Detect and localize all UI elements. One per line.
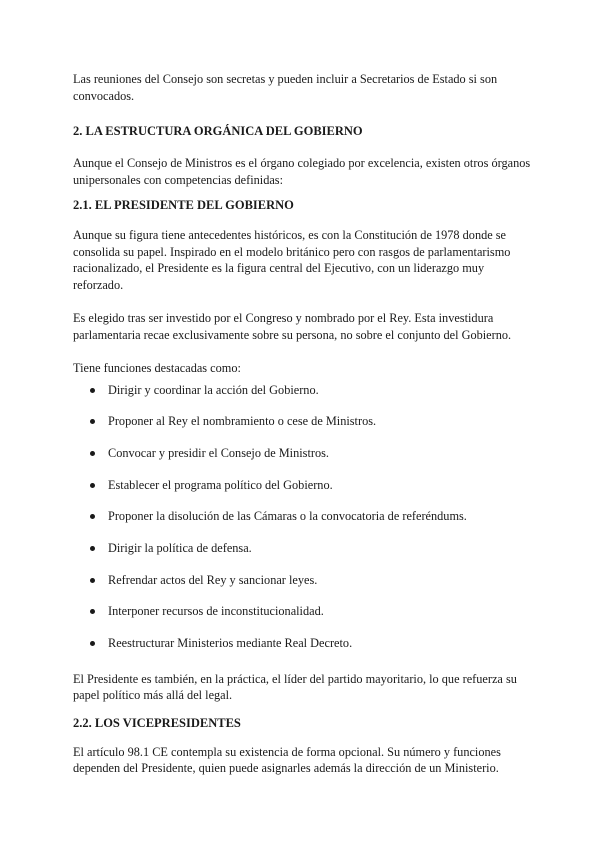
list-item — [73, 413, 533, 430]
president-functions-list — [73, 382, 533, 652]
section-2-1-heading: 2.1. EL PRESIDENTE DEL GOBIERNO — [73, 198, 294, 212]
bullet-icon — [90, 451, 95, 456]
bullet-icon — [90, 388, 95, 393]
section-2-2-heading: 2.2. LOS VICEPRESIDENTES — [73, 715, 241, 730]
list-item-text: Dirigir y coordinar la acción del Gobierno. — [108, 382, 319, 397]
bullet-icon — [90, 419, 95, 424]
document-page — [73, 71, 533, 777]
list-item — [73, 603, 533, 620]
list-item-text: Dirigir la política de defensa. — [108, 540, 252, 555]
list-item — [73, 477, 533, 494]
bullet-icon — [90, 578, 95, 583]
list-item — [73, 540, 533, 557]
bullet-icon — [90, 514, 95, 519]
bullet-icon — [90, 483, 95, 488]
list-item-text: Refrendar actos del Rey y sancionar leyes. — [108, 572, 318, 587]
list-item-text: Proponer la disolución de las Cámaras o la convocatoria de referéndums. — [108, 509, 467, 524]
vicepresidents-paragraph: El artículo 98.1 CE contempla su existencia de forma opcional. Su número y funciones dependen del Presidente, quien puede asignarles además la dirección de un Ministerio. — [73, 744, 501, 775]
president-paragraph-election: Es elegido tras ser investido por el Congreso y nombrado por el Rey. Esta investidura parlamentaria recae exclusivamente sobre su persona, no sobre el conjunto del Gobierno. — [73, 311, 512, 342]
list-item — [73, 382, 533, 399]
section-2-paragraph: Aunque el Consejo de Ministros es el órgano colegiado por excelencia, existen otros órganos unipersonales con competencias definidas: — [73, 156, 531, 187]
intro-paragraph: Las reuniones del Consejo son secretas y pueden incluir a Secretarios de Estado si son convocados. — [73, 72, 498, 103]
president-functions-intro: Tiene funciones destacadas como: — [73, 361, 241, 375]
section-2-heading: 2. LA ESTRUCTURA ORGÁNICA DEL GOBIERNO — [73, 124, 363, 138]
bullet-icon — [90, 641, 95, 646]
list-item-text: Reestructurar Ministerios mediante Real Decreto. — [108, 636, 353, 650]
list-item — [73, 635, 533, 652]
list-item — [73, 445, 533, 462]
list-item-text: Establecer el programa político del Gobierno. — [108, 477, 333, 492]
president-paragraph-origin: Aunque su figura tiene antecedentes históricos, es con la Constitución de 1978 donde se consolida su papel. Inspirado en el modelo británico pero con rasgos de parlamentarismo racionalizado, el Presidente es la figura central del Ejecutivo, con un liderazgo muy reforzado. — [73, 228, 511, 292]
president-closing-paragraph: El Presidente es también, en la práctica, el líder del partido mayoritario, lo que refuerza su papel político más allá del legal. — [73, 671, 517, 702]
list-item-text: Proponer al Rey el nombramiento o cese de Ministros. — [108, 414, 377, 429]
list-item-text: Convocar y presidir el Consejo de Ministros. — [108, 445, 329, 460]
list-item — [73, 508, 533, 525]
bullet-icon — [90, 609, 95, 614]
bullet-icon — [90, 546, 95, 551]
list-item-text: Interponer recursos de inconstitucionalidad. — [108, 604, 324, 619]
list-item — [73, 572, 533, 589]
